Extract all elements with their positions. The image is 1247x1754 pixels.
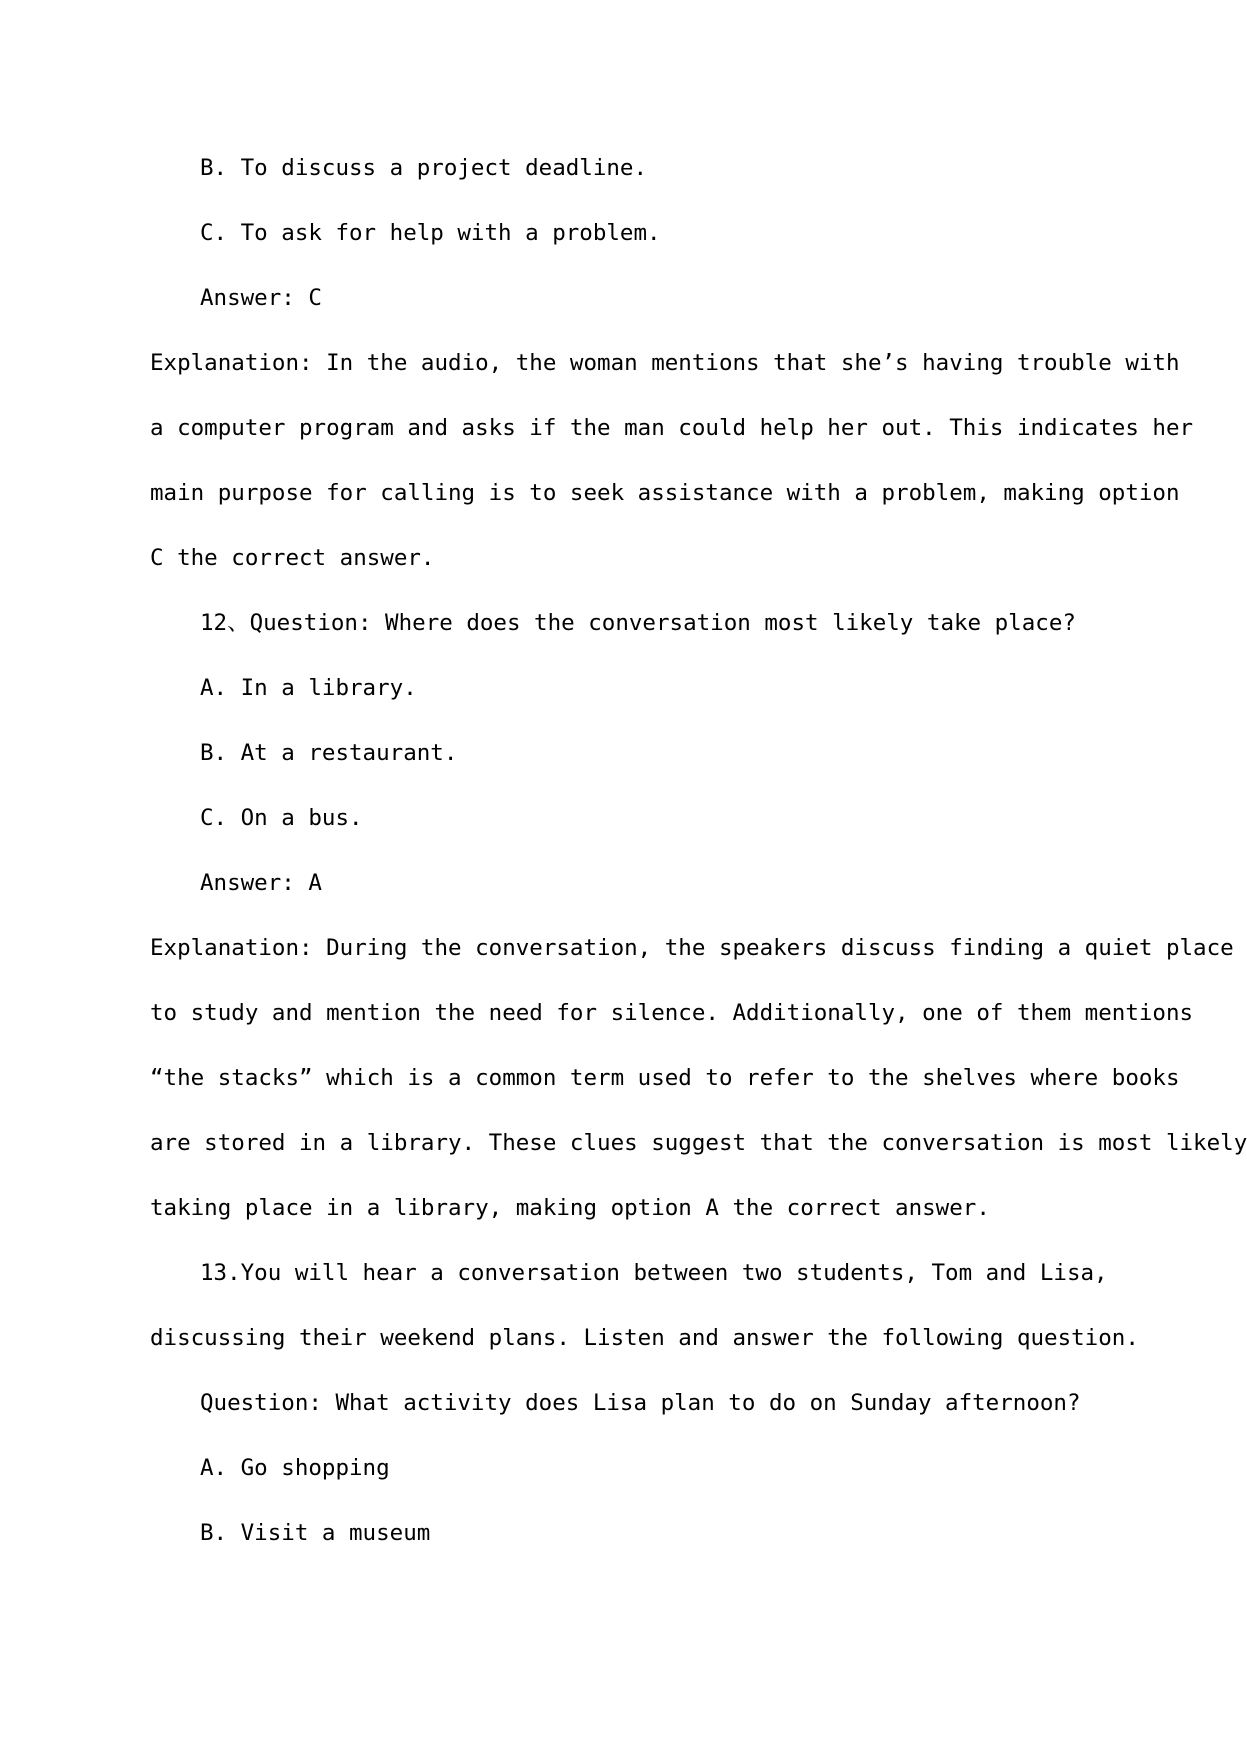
explanation-line: “the stacks” which is a common term used to refer to the shelves where books (150, 1065, 1180, 1091)
explanation-line: taking place in a library, making option A the correct answer. (150, 1195, 990, 1221)
option-a-line: A. In a library. (200, 675, 417, 701)
option-c-line: C. To ask for help with a problem. (200, 220, 661, 246)
question-line: 12、Question: Where does the conversation most likely take place? (200, 610, 1076, 636)
explanation-line: are stored in a library. These clues suggest that the conversation is most likely (150, 1130, 1247, 1156)
explanation-line: C the correct answer. (150, 545, 435, 571)
option-c-line: C. On a bus. (200, 805, 363, 831)
question-line: Question: What activity does Lisa plan to do on Sunday afternoon? (200, 1390, 1081, 1416)
answer-line: Answer: C (200, 285, 322, 311)
explanation-line: Explanation: During the conversation, the speakers discuss finding a quiet place (150, 935, 1234, 961)
explanation-line: main purpose for calling is to seek assistance with a problem, making option (150, 480, 1180, 506)
option-b-line: B. Visit a museum (200, 1520, 431, 1546)
option-b-line: B. At a restaurant. (200, 740, 458, 766)
explanation-line: Explanation: In the audio, the woman mentions that she’s having trouble with (150, 350, 1180, 376)
answer-line: Answer: A (200, 870, 322, 896)
option-a-line: A. Go shopping (200, 1455, 390, 1481)
option-b-line: B. To discuss a project deadline. (200, 155, 648, 181)
question-intro-line: discussing their weekend plans. Listen and answer the following question. (150, 1325, 1139, 1351)
explanation-line: to study and mention the need for silence. Additionally, one of them mentions (150, 1000, 1194, 1026)
question-intro-line: 13.You will hear a conversation between two students, Tom and Lisa, (200, 1260, 1108, 1286)
explanation-line: a computer program and asks if the man could help her out. This indicates her (150, 415, 1194, 441)
document-body (150, 136, 1247, 1566)
